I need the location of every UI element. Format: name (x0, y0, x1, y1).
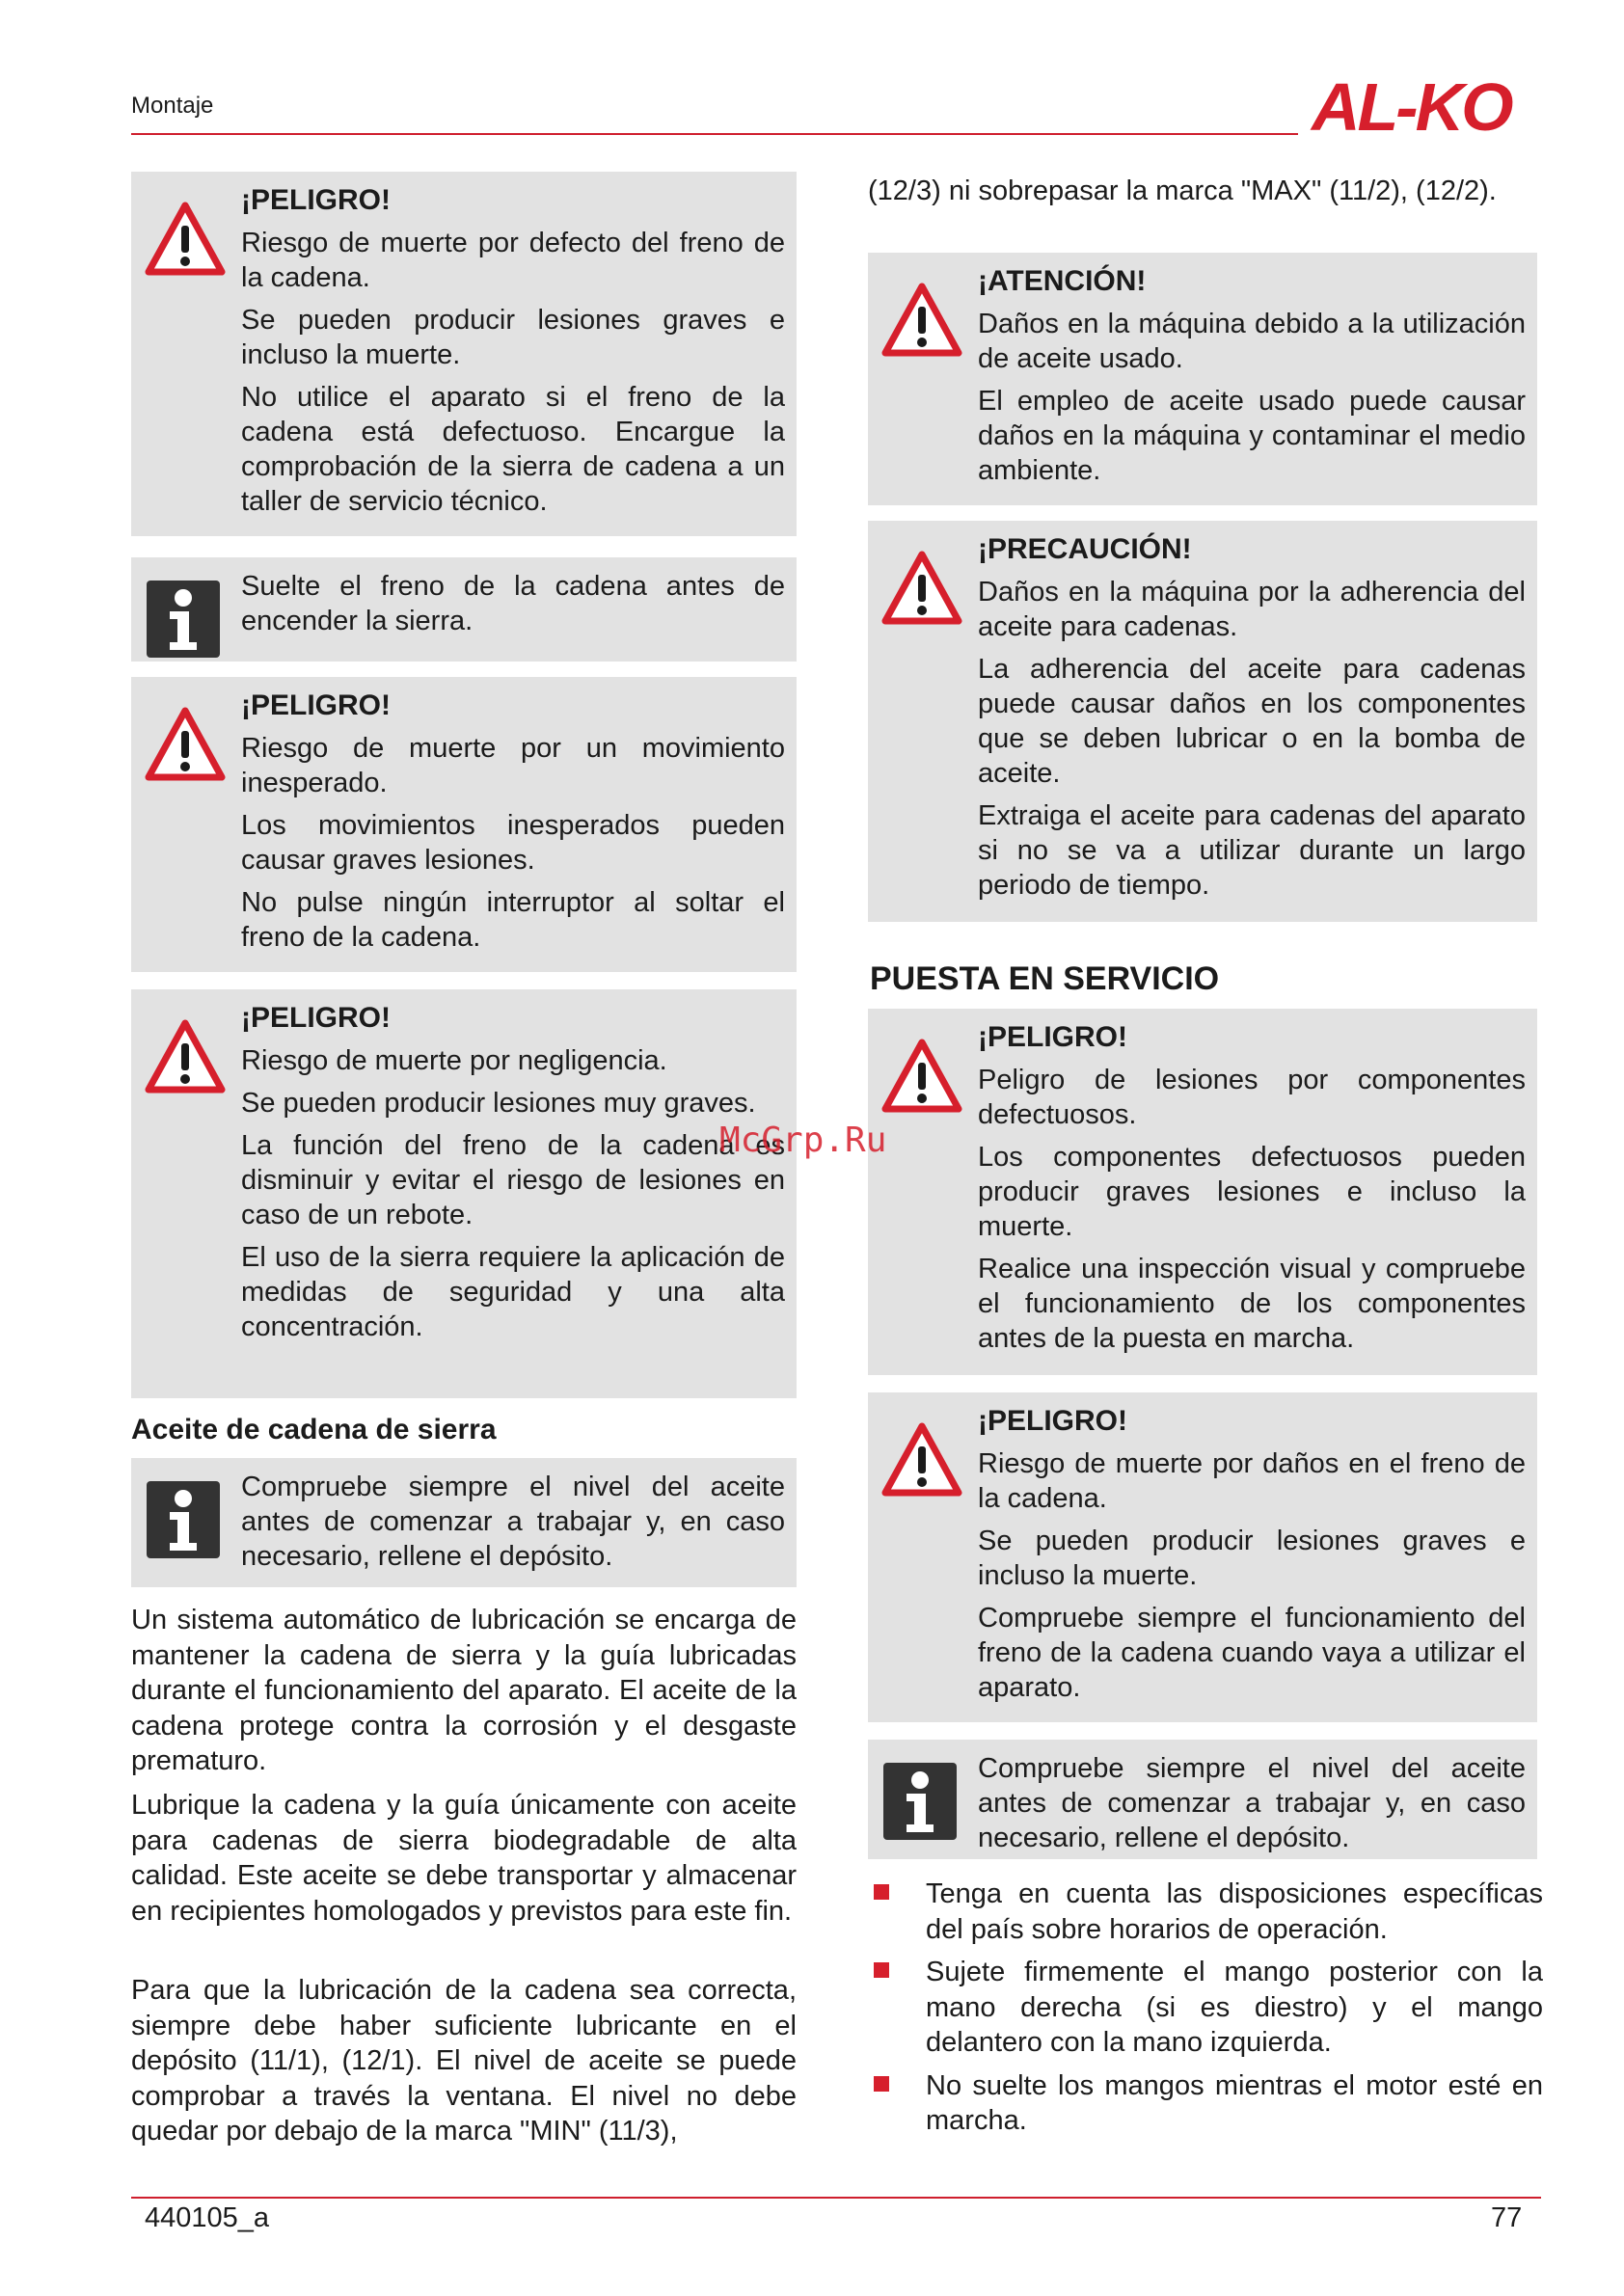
footer-rule (131, 2197, 1541, 2199)
info-icon (883, 1763, 957, 1840)
bullet-square-icon (874, 1884, 889, 1900)
instruction-list (866, 1877, 1543, 2147)
box-text: Daños en la máquina por la adherencia del aceite para cadenas. (978, 577, 1526, 642)
info-box-release-brake (131, 557, 797, 662)
body-paragraph: Para que la lubricación de la cadena sea correcta, siempre debe haber suficiente lubricante en el depósito (11/1), (12/1). El nivel de aceite se puede comprobar a través la ventana. El nivel no debe quedar por debajo de la marca "MIN" (11/3), (131, 1975, 797, 2147)
danger-box-chain-brake (131, 172, 797, 536)
section-heading: PUESTA EN SERVICIO (870, 960, 1220, 997)
box-title: ¡PELIGRO! (241, 184, 391, 216)
info-box-oil-level-2 (868, 1740, 1537, 1859)
list-item-text: Sujete firmemente el mango posterior con la mano derecha (si es diestro) y el mango delantero con la mano izquierda. (926, 1957, 1543, 2058)
header-rule (131, 133, 1298, 135)
info-box-oil-level (131, 1458, 797, 1587)
box-text: El empleo de aceite usado puede causar daños en la máquina y contaminar el medio ambiente. (978, 386, 1526, 486)
danger-box-damaged-brake (868, 1392, 1537, 1722)
box-text: Riesgo de muerte por un movimiento inesperado. (241, 733, 785, 798)
warning-triangle-icon (145, 1018, 226, 1095)
watermark: McGrp.Ru (719, 1121, 887, 1160)
box-text: Compruebe siempre el funcionamiento del freno de la cadena cuando vaya a utilizar el aparato. (978, 1603, 1526, 1703)
warning-triangle-icon (145, 706, 226, 783)
body-paragraph: (12/3) ni sobrepasar la marca "MAX" (11/2), (12/2). (868, 176, 1497, 206)
alko-logo: AL-KO (1312, 69, 1511, 145)
box-text: Se pueden producir lesiones muy graves. (241, 1088, 756, 1119)
warning-triangle-icon (881, 1038, 962, 1115)
danger-box-negligence (131, 989, 797, 1398)
box-text: Realice una inspección visual y compruebe el funcionamiento de los componentes antes de la puesta en marcha. (978, 1254, 1526, 1354)
list-item (866, 1955, 1543, 2061)
info-icon (147, 581, 220, 658)
box-title: ¡ATENCIÓN! (978, 265, 1147, 297)
document-code: 440105_a (145, 2202, 270, 2233)
bullet-square-icon (874, 2076, 889, 2092)
list-item-text: Tenga en cuenta las disposiciones específicas del país sobre horarios de operación. (926, 1878, 1543, 1945)
box-title: ¡PELIGRO! (978, 1405, 1127, 1437)
list-item (866, 1877, 1543, 1947)
danger-box-unexpected-movement (131, 677, 797, 972)
section-label: Montaje (131, 93, 214, 119)
attention-box-used-oil (868, 253, 1537, 505)
box-text: Extraiga el aceite para cadenas del aparato si no se va a utilizar durante un largo periodo de tiempo. (978, 800, 1526, 901)
box-text: No pulse ningún interruptor al soltar el freno de la cadena. (241, 887, 785, 953)
box-text: Peligro de lesiones por componentes defectuosos. (978, 1065, 1526, 1130)
box-text: El uso de la sierra requiere la aplicación de medidas de seguridad y una alta concentración. (241, 1242, 785, 1342)
box-text: Los movimientos inesperados pueden causar graves lesiones. (241, 810, 785, 876)
bullet-square-icon (874, 1962, 889, 1978)
box-title: ¡PRECAUCIÓN! (978, 533, 1192, 565)
box-title: ¡PELIGRO! (978, 1021, 1127, 1053)
box-text: Daños en la máquina debido a la utilización de aceite usado. (978, 309, 1526, 374)
body-paragraph: Lubrique la cadena y la guía únicamente con aceite para cadenas de sierra biodegradable de alta calidad. Este aceite se debe transportar y almacenar en recipientes homologados y previstos para este fin. (131, 1790, 797, 1927)
warning-triangle-icon (881, 282, 962, 359)
list-item (866, 2068, 1543, 2139)
box-text: Compruebe siempre el nivel del aceite antes de comenzar a trabajar y, en caso necesario, rellene el depósito. (978, 1753, 1526, 1853)
page-number: 77 (1491, 2202, 1523, 2233)
body-paragraph: Un sistema automático de lubricación se encarga de mantener la cadena de sierra y la guía lubricadas durante el funcionamiento del aparato. El aceite de la cadena protege contra la corrosión y el desgaste prematuro. (131, 1605, 797, 1776)
box-text: Riesgo de muerte por defecto del freno de la cadena. (241, 228, 785, 293)
info-icon (147, 1481, 220, 1558)
box-title: ¡PELIGRO! (241, 1002, 391, 1034)
box-text: Riesgo de muerte por negligencia. (241, 1045, 667, 1076)
list-item-text: No suelte los mangos mientras el motor esté en marcha. (926, 2069, 1543, 2136)
warning-triangle-icon (145, 201, 226, 278)
box-text: Se pueden producir lesiones graves e incluso la muerte. (241, 305, 785, 370)
box-text: La adherencia del aceite para cadenas puede causar daños en los componentes que se deben lubricar o en la bomba de aceite. (978, 654, 1526, 789)
caution-box-oil-adherence (868, 521, 1537, 922)
danger-box-defective-components (868, 1009, 1537, 1375)
subsection-heading: Aceite de cadena de sierra (131, 1414, 497, 1445)
box-text: Los componentes defectuosos pueden producir graves lesiones e incluso la muerte. (978, 1142, 1526, 1242)
warning-triangle-icon (881, 1421, 962, 1499)
warning-triangle-icon (881, 550, 962, 627)
box-text: Se pueden producir lesiones graves e incluso la muerte. (978, 1526, 1526, 1591)
box-text: Compruebe siempre el nivel del aceite antes de comenzar a trabajar y, en caso necesario, rellene el depósito. (241, 1472, 785, 1572)
box-text: La función del freno de la cadena es disminuir y evitar el riesgo de lesiones en caso de un rebote. (241, 1130, 785, 1230)
box-text: Riesgo de muerte por daños en el freno de la cadena. (978, 1448, 1526, 1514)
box-text: No utilice el aparato si el freno de la cadena está defectuoso. Encargue la comprobación de la sierra de cadena a un taller de servicio técnico. (241, 382, 785, 517)
box-text: Suelte el freno de la cadena antes de encender la sierra. (241, 571, 785, 636)
box-title: ¡PELIGRO! (241, 689, 391, 721)
